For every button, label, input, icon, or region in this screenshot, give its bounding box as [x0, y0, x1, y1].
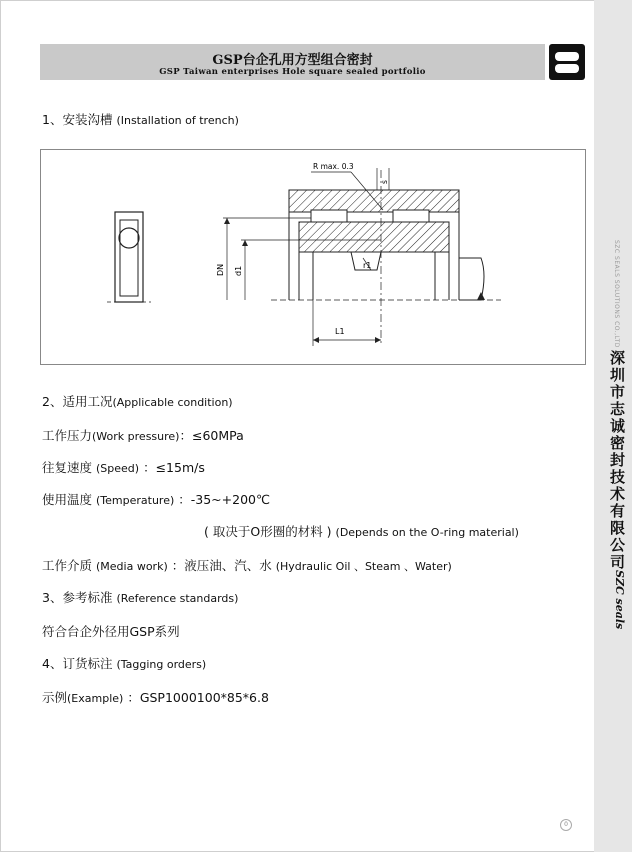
- section4-heading: 4、订货标注 (Tagging orders): [42, 656, 207, 671]
- installation-trench-figure: [40, 149, 586, 365]
- page-title: GSP台企孔用方型组合密封: [212, 53, 373, 68]
- label-s: s: [380, 180, 389, 184]
- label-dn: DN: [216, 263, 225, 276]
- section2-heading: 2、适用工况(Applicable condition): [42, 394, 233, 409]
- label-r-max: R max. 0.3: [313, 162, 354, 171]
- brand-logo: SZC seals: [613, 570, 626, 630]
- temperature-line: 使用温度 (Temperature) ：-35~+200℃: [42, 492, 271, 507]
- company-name-cn: 深圳市志诚密封技术有限公司: [608, 350, 626, 571]
- page-subtitle: GSP Taiwan enterprises Hole square sealed portfolio: [159, 67, 426, 77]
- example-line: 示例(Example) ：GSP1000100*85*6.8: [42, 690, 269, 705]
- media-line: 工作介质 (Media work) ：液压油、汽、水 (Hydraulic Oil 、Steam 、Water): [42, 558, 452, 573]
- trench-drawing: [41, 150, 585, 364]
- label-d1: d1: [234, 265, 243, 276]
- header-logo-icon: [549, 44, 585, 80]
- section1-heading: 1、安装沟槽 (Installation of trench): [42, 112, 239, 127]
- speed-line: 往复速度 (Speed) ：≤15m/s: [42, 460, 205, 475]
- page-number: 0: [560, 819, 572, 831]
- section3-heading: 3、参考标准 (Reference standards): [42, 590, 239, 605]
- reference-standard-body: 符合台企外径用GSP系列: [42, 624, 180, 639]
- temperature-note-line: ( 取决于O形圈的材料 ) (Depends on the O-ring material): [204, 524, 519, 539]
- label-r1: r1: [363, 261, 372, 270]
- company-name-en: SZC SEALS SOLUTIONS CO.,LTD: [613, 240, 620, 348]
- groove-drawing: [223, 168, 501, 346]
- work-pressure-line: 工作压力(Work pressure)：≤60MPa: [42, 428, 244, 443]
- header-bar: [40, 44, 545, 80]
- label-l1: L1: [335, 327, 345, 336]
- seal-cross-section: [107, 212, 151, 302]
